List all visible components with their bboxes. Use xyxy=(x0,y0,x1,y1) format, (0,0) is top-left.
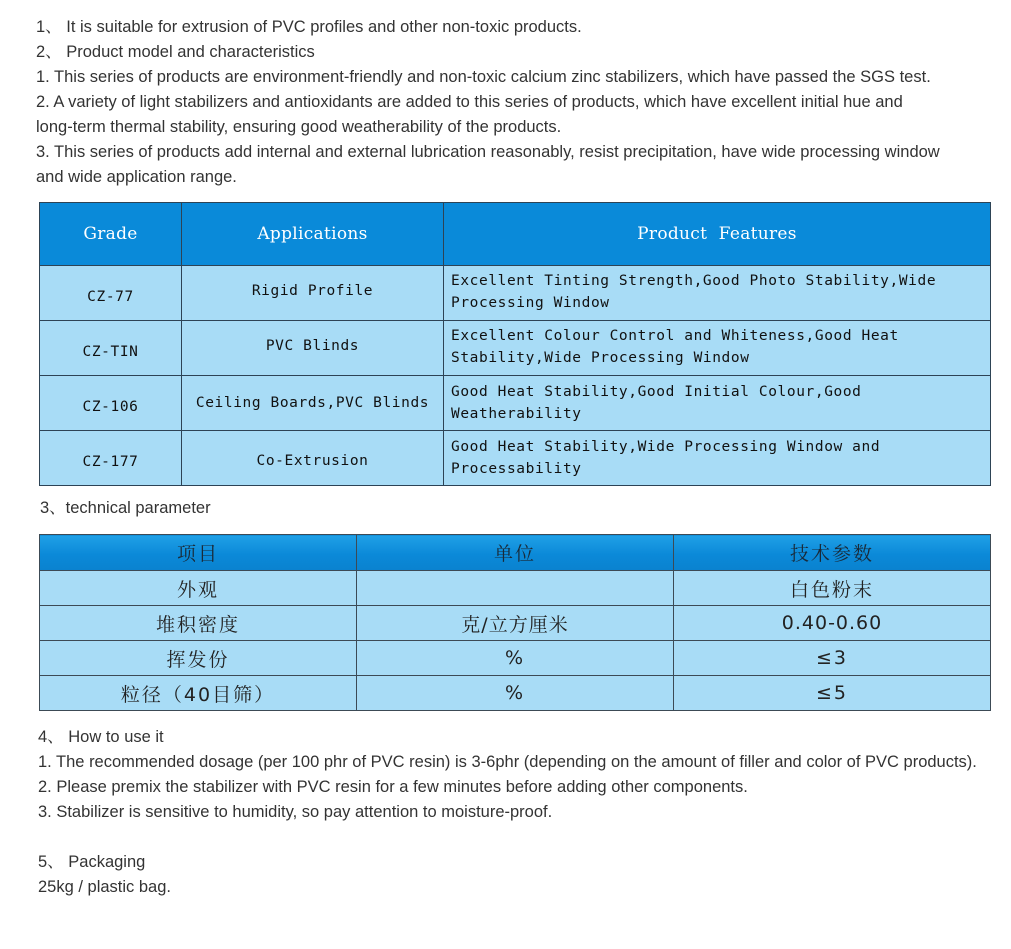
header-grade: Grade xyxy=(40,203,182,266)
intro-line-4: 2. A variety of light stabilizers and antioxidants are added to this series of products, which have excellent initial hue and long-term thermal stability, ensuring good weatherability of the products. xyxy=(36,93,903,137)
section-heading-packaging: 5、 Packaging xyxy=(38,853,146,871)
table-header-row xyxy=(40,535,991,571)
value-cell: ≤5 xyxy=(674,676,991,711)
value-cell: ≤3 xyxy=(674,641,991,676)
product-grade-table xyxy=(39,202,991,486)
value-cell: 白色粉末 xyxy=(674,571,991,606)
unit-cell: % xyxy=(357,676,674,711)
usage-line-3: 3. Stabilizer is sensitive to humidity, so pay attention to moisture-proof. xyxy=(38,803,553,821)
grade-cell: CZ-77 xyxy=(40,266,182,321)
features-cell: Excellent Tinting Strength,Good Photo Stability,Wide Processing Window xyxy=(444,266,991,321)
table-row xyxy=(40,676,991,711)
header-specification: 技术参数 xyxy=(674,535,991,571)
table-row xyxy=(40,571,991,606)
header-product-features: Product Features xyxy=(444,203,991,266)
packaging-text: 25kg / plastic bag. xyxy=(38,878,171,896)
header-item: 项目 xyxy=(40,535,357,571)
header-unit: 单位 xyxy=(357,535,674,571)
unit-cell: 克/立方厘米 xyxy=(357,606,674,641)
features-cell: Good Heat Stability,Good Initial Colour,Good Weatherability xyxy=(444,376,991,431)
unit-cell xyxy=(357,571,674,606)
usage-line-2: 2. Please premix the stabilizer with PVC resin for a few minutes before adding other components. xyxy=(38,778,748,796)
item-cell: 粒径（40目筛） xyxy=(40,676,357,711)
grade-cell: CZ-TIN xyxy=(40,321,182,376)
section-heading-technical-parameter: 3、technical parameter xyxy=(40,499,211,517)
table-row xyxy=(40,641,991,676)
item-cell: 挥发份 xyxy=(40,641,357,676)
table-row xyxy=(40,321,991,376)
item-cell: 堆积密度 xyxy=(40,606,357,641)
application-cell: PVC Blinds xyxy=(182,321,444,376)
features-cell: Excellent Colour Control and Whiteness,Good Heat Stability,Wide Processing Window xyxy=(444,321,991,376)
table-row xyxy=(40,606,991,641)
item-cell: 外观 xyxy=(40,571,357,606)
section-heading-product-model: 2、 Product model and characteristics xyxy=(36,43,315,61)
table-header-row xyxy=(40,203,991,266)
usage-line-1: 1. The recommended dosage (per 100 phr of PVC resin) is 3-6phr (depending on the amount of filler and color of PVC products). xyxy=(38,753,977,771)
grade-cell: CZ-106 xyxy=(40,376,182,431)
intro-line-5: 3. This series of products add internal and external lubrication reasonably, resist precipitation, have wide processing window and wide application range. xyxy=(36,143,940,187)
table-row xyxy=(40,376,991,431)
intro-line-1: 1、 It is suitable for extrusion of PVC profiles and other non-toxic products. xyxy=(36,18,582,36)
value-cell: 0.40-0.60 xyxy=(674,606,991,641)
header-applications: Applications xyxy=(182,203,444,266)
application-cell: Rigid Profile xyxy=(182,266,444,321)
application-cell: Co-Extrusion xyxy=(182,431,444,486)
unit-cell: % xyxy=(357,641,674,676)
table-row xyxy=(40,431,991,486)
features-cell: Good Heat Stability,Wide Processing Window and Processability xyxy=(444,431,991,486)
section-heading-how-to-use: 4、 How to use it xyxy=(38,728,164,746)
grade-cell: CZ-177 xyxy=(40,431,182,486)
technical-parameter-table xyxy=(39,534,991,711)
intro-line-3: 1. This series of products are environment-friendly and non-toxic calcium zinc stabilizers, which have passed the SGS test. xyxy=(36,68,931,86)
application-cell: Ceiling Boards,PVC Blinds xyxy=(182,376,444,431)
table-row xyxy=(40,266,991,321)
